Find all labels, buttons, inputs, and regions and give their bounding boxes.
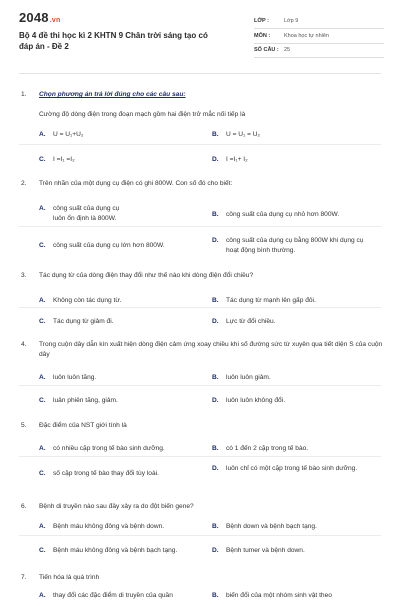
option-text: biến đổi của một nhóm sinh vật theo [226, 592, 332, 599]
page-title: Bộ 4 đề thi học kì 2 KHTN 9 Chân trời sáng tạo có đáp án - Đề 2 [19, 31, 208, 51]
site-logo[interactable]: 2048.vn [19, 10, 61, 25]
option-text: Lực từ đổi chiều. [226, 318, 276, 325]
option-letter: C. [39, 318, 46, 325]
option-text: luôn chỉ có một cặp trong tế bào sinh dưỡng. [226, 465, 358, 472]
option-letter: D. [212, 397, 219, 404]
meta-rule [254, 43, 384, 44]
question-number: 3. [21, 272, 27, 279]
option-text: số cặp trong tế bào thay đổi tùy loài. [53, 470, 159, 477]
meta-rule [254, 28, 384, 29]
meta-rule [254, 57, 384, 58]
meta-value: 25 [284, 47, 291, 53]
question-number: 2. [21, 180, 27, 187]
question-number: 7. [21, 574, 27, 581]
option-letter: B. [212, 297, 219, 304]
question-text: Trên nhãn của một dụng cụ điện có ghi 800W. Con số đó cho biết: [39, 180, 233, 187]
option-text: có 1 đến 2 cặp trong tế bào. [226, 445, 309, 452]
option-letter: C. [39, 156, 46, 163]
option-text: I =I₁ =I₂ [53, 156, 75, 163]
option-text: thay đổi các đặc điểm di truyền của quần [53, 592, 173, 599]
question-stem: Cường độ dòng điện trong đoạn mạch gồm hai điện trở mắc nối tiếp là [39, 111, 246, 118]
option-text: luôn luôn giảm. [226, 374, 271, 381]
question-number: 4. [21, 341, 27, 348]
option-letter: A. [39, 297, 46, 304]
option-divider [19, 535, 381, 536]
option-text: luôn luôn tăng. [53, 374, 97, 381]
option-letter: D. [212, 237, 219, 244]
option-letter: A. [39, 131, 46, 138]
option-text: I =I₁+ I₂ [226, 156, 248, 163]
option-text: Bệnh down và bệnh bạch tạng. [226, 523, 317, 530]
option-letter: D. [212, 465, 219, 472]
option-text: công suất của dụng cụ bằng 800W khi dụng cụ hoạt động bình thường. [226, 237, 364, 254]
option-letter: A. [39, 592, 46, 599]
option-letter: B. [212, 374, 219, 381]
meta-label: LỚP : [254, 18, 269, 24]
option-letter: B. [212, 445, 219, 452]
option-text: luân phiên tăng, giảm. [53, 397, 118, 404]
question-text: Trong cuộn dây dẫn kín xuất hiện dòng điện cảm ứng xoay chiều khi số đường sức từ xuyên qua tiết diện S của cuộn dây [39, 341, 383, 358]
option-letter: B. [212, 592, 219, 599]
meta-value: Khoa học tự nhiên [284, 33, 329, 39]
option-letter: C. [39, 397, 46, 404]
option-text: có nhiều cặp trong tế bào sinh dưỡng. [53, 445, 165, 452]
option-letter: A. [39, 374, 46, 381]
option-divider [19, 144, 381, 145]
question-number: 1. [21, 91, 27, 98]
option-text: Bệnh máu không đông và bệnh bạch tạng. [53, 547, 178, 554]
option-text: luôn luôn không đổi. [226, 397, 286, 404]
option-letter: C. [39, 470, 46, 477]
option-letter: B. [212, 523, 219, 530]
question-text: Chọn phương án trả lời đúng cho các câu sau: [39, 91, 186, 98]
option-letter: D. [212, 547, 219, 554]
option-letter: B. [212, 131, 219, 138]
option-letter: D. [212, 156, 219, 163]
option-letter: B. [212, 211, 219, 218]
option-divider [19, 456, 381, 457]
question-text: Bệnh di truyền nào sau đây xảy ra do đột biến gene? [39, 503, 194, 510]
question-text: Tiến hóa là quá trình [39, 574, 100, 581]
option-letter: C. [39, 242, 46, 249]
option-letter: D. [212, 318, 219, 325]
header [0, 0, 400, 64]
divider [19, 73, 381, 74]
option-text: U = U₁ = U₂ [226, 131, 261, 138]
question-text: Tác dụng từ của dòng điện thay đổi như thế nào khi dòng điện đổi chiều? [39, 272, 254, 279]
option-letter: C. [39, 547, 46, 554]
option-letter: A. [39, 523, 46, 530]
meta-label: SỐ CÂU : [254, 47, 279, 53]
option-text: Bệnh máu không đông và bệnh down. [53, 523, 165, 530]
option-text: U = U₁+U₂ [53, 131, 84, 138]
meta-label: MÔN : [254, 33, 271, 39]
question-text: Đặc điểm của NST giới tính là [39, 422, 127, 429]
option-divider [19, 385, 381, 386]
option-text: công suất của dụng cụ lớn hơn 800W. [53, 242, 165, 249]
option-letter: A. [39, 205, 46, 212]
option-letter: A. [39, 445, 46, 452]
option-text: Không còn tác dụng từ. [53, 297, 122, 304]
option-divider [19, 307, 381, 308]
question-number: 5. [21, 422, 27, 429]
option-text: công suất của dụng cụ nhỏ hơn 800W. [226, 211, 340, 218]
option-text: Tác dụng từ giảm đi. [53, 318, 114, 325]
meta-value: Lớp 9 [284, 18, 299, 24]
option-divider [19, 226, 381, 227]
option-text: Tác dụng từ mạnh lên gấp đôi. [226, 297, 316, 304]
option-text: Bệnh tumer và bệnh down. [226, 547, 305, 554]
question-number: 6. [21, 503, 27, 510]
option-text: công suất của dụng cụ luôn ổn định là 800W. [53, 205, 120, 222]
